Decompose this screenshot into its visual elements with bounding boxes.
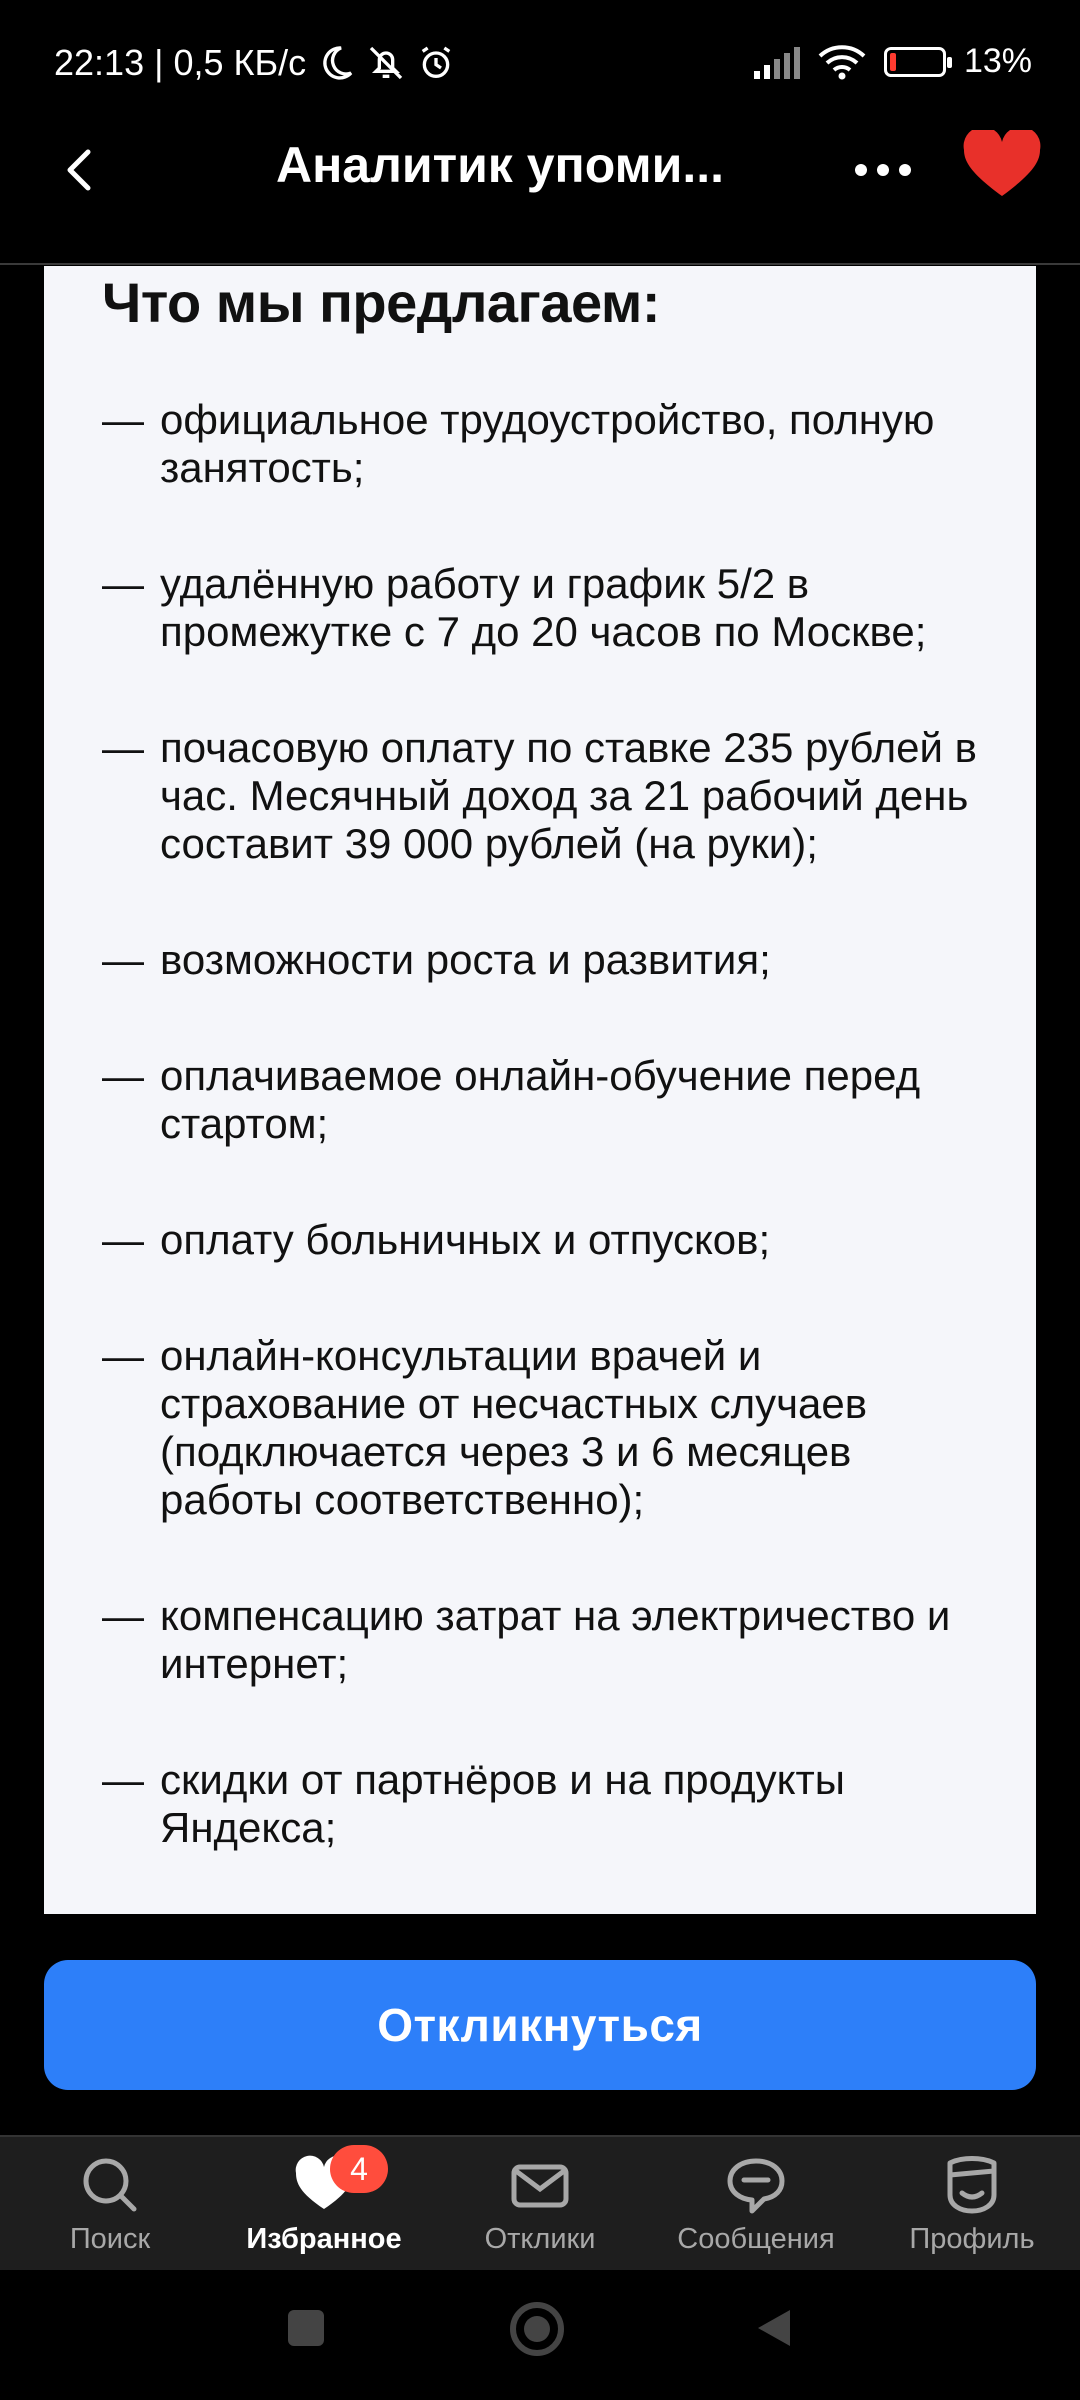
list-item-text: онлайн-консультации врачей и страхование от несчастных случаев (подключается через 3 и 6 месяцев работы соответственно); [160,1332,868,1523]
status-time: 22:13 [54,42,145,83]
list-item-text: возможности роста и развития; [160,936,771,983]
benefits-list [102,396,986,1914]
more-icon[interactable] [848,140,918,200]
tab-favorites[interactable] [216,2137,432,2272]
list-item [102,560,986,656]
bottom-tab-bar [0,2135,1080,2270]
bullet-dash: — [102,724,144,771]
bullet-dash: — [102,1052,144,1099]
tab-label: Профиль [909,2223,1035,2255]
alarm-icon [416,43,456,83]
battery-percent: 13% [963,42,1032,80]
list-item-text: оплату больничных и отпусков; [160,1216,771,1263]
list-item-text: скидки от партнёров и на продукты Яндекса; [160,1756,845,1851]
list-item [102,1756,986,1852]
bullet-dash: — [102,396,144,443]
search-icon [78,2153,142,2217]
chat-bubble-icon [724,2153,788,2217]
favorites-count-badge: 4 [330,2145,388,2193]
recents-square-icon[interactable] [284,2306,328,2350]
list-item [102,1216,986,1264]
tab-responses[interactable] [432,2137,648,2272]
list-item-text: компенсацию затрат на электричество и интернет; [160,1592,951,1687]
envelope-icon [508,2153,572,2217]
list-item [102,396,986,492]
battery-level [890,53,897,71]
moon-icon [316,43,356,83]
tab-label: Избранное [246,2223,402,2255]
list-item-text: официальное трудоустройство, полную занятость; [160,396,935,491]
status-right [752,42,1032,81]
status-speed: | 0,5 КБ/с [154,42,307,83]
tab-label: Сообщения [677,2223,835,2255]
list-item-text: почасовую оплату по ставке 235 рублей в час. Месячный доход за 21 рабочий день составит 39 000 рублей (на руки); [160,724,977,867]
tab-search[interactable] [2,2137,218,2272]
bullet-dash: — [102,936,144,983]
tab-label: Поиск [69,2223,151,2255]
bell-off-icon [366,43,406,83]
tab-messages[interactable] [648,2137,864,2272]
tab-profile[interactable] [864,2137,1080,2272]
list-item-text: удалённую работу и график 5/2 в промежутке с 7 до 20 часов по Москве; [160,560,927,655]
list-item [102,936,986,984]
system-nav-bar [0,2270,1080,2400]
respond-button[interactable]: Откликнуться [44,1960,1036,2090]
bullet-dash: — [102,560,144,607]
favorite-heart-icon[interactable] [962,130,1042,200]
back-arrow-icon[interactable] [50,140,110,200]
battery-icon [884,47,946,77]
signal-icon [752,45,800,79]
list-item-text: оплачиваемое онлайн-обучение перед стартом; [160,1052,921,1147]
status-left [54,42,456,84]
list-item [102,1592,986,1688]
back-triangle-icon[interactable] [752,2306,796,2350]
profile-face-icon [940,2153,1004,2217]
bullet-dash: — [102,1592,144,1639]
vacancy-description [44,266,1036,1914]
page-title: Аналитик упоми... [275,137,725,193]
list-item [102,1332,986,1524]
list-item [102,1052,986,1148]
section-title: Что мы предлагаем: [102,271,660,334]
app-header [0,100,1080,265]
bullet-dash: — [102,1332,144,1379]
tab-label: Отклики [484,2223,596,2255]
bullet-dash: — [102,1216,144,1263]
home-circle-icon[interactable] [508,2300,566,2358]
list-item [102,724,986,868]
bullet-dash: — [102,1756,144,1803]
wifi-icon [818,44,866,80]
